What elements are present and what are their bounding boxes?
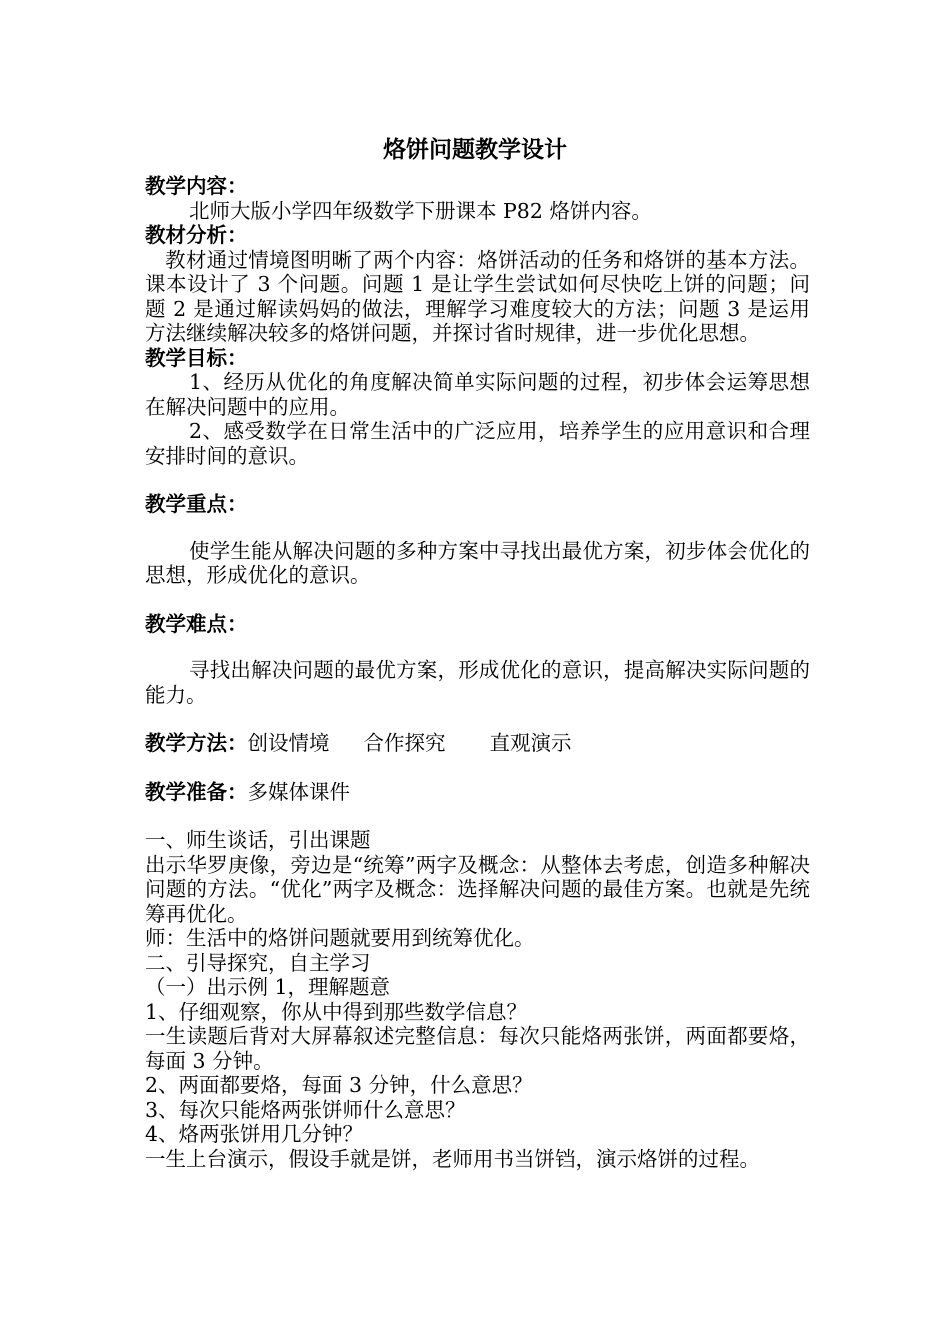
key-points-text: 使学生能从解决问题的多种方案中寻找出最优方案，初步体会优化的思想，形成优化的意识。 — [145, 538, 810, 587]
method-item: 合作探究 — [363, 731, 446, 755]
method-item: 直观演示 — [489, 731, 572, 755]
heading-goals: 教学目标： — [145, 345, 248, 370]
heading-analysis: 教材分析： — [145, 223, 248, 247]
heading-key-points: 教学重点： — [145, 492, 248, 516]
preparation-line — [145, 780, 810, 805]
analysis-text: 教材通过情境图明晰了两个内容：烙饼活动的任务和烙饼的基本方法。课本设计了 3 个问题。问题 1 是让学生尝试如何尽快吃上饼的问题；问题 2 是通过解读妈妈的做法，理解学习难度较大的方法；问题 3 是运用方法继续解决较多的烙饼问题，并探讨省时规律，进一步优化思想。 — [145, 247, 810, 345]
heading-methods: 教学方法： — [145, 731, 248, 755]
goal-item: 1、经历从优化的角度解决简单实际问题的过程，初步体会运筹思想在解决问题中的应用。 — [145, 370, 810, 419]
goal-item: 2、感受数学在日常生活中的广泛应用，培养学生的应用意识和合理安排时间的意识。 — [145, 419, 810, 468]
document-body — [145, 174, 810, 1171]
difficulties-text: 寻找出解决问题的最优方案，形成优化的意识，提高解决实际问题的能力。 — [145, 658, 810, 707]
method-item: 创设情境 — [247, 731, 330, 755]
process-line: 2、两面都要烙，每面 3 分钟，什么意思？ — [145, 1073, 533, 1097]
heading-content: 教学内容： — [145, 174, 248, 198]
process-line: 一生读题后背对大屏幕叙述完整信息：每次只能烙两张饼，两面都要烙，每面 3 分钟。 — [145, 1024, 810, 1073]
process-line: 二、引导探究，自主学习 — [145, 950, 371, 975]
process-line: 一生上台演示，假设手就是饼，老师用书当饼铛，演示烙饼的过程。 — [145, 1146, 760, 1171]
process-line: 4、烙两张饼用几分钟？ — [145, 1122, 364, 1146]
heading-preparation: 教学准备： — [145, 779, 248, 804]
heading-difficulties: 教学难点： — [145, 611, 248, 636]
methods-line — [145, 731, 810, 756]
process-line: 1、仔细观察，你从中得到那些数学信息？ — [145, 999, 528, 1024]
preparation-text: 多媒体课件 — [247, 779, 350, 804]
process-line: 一、师生谈话，引出课题 — [145, 828, 371, 852]
content-text: 北师大版小学四年级数学下册课本 P82 烙饼内容。 — [189, 198, 652, 223]
process-line: 出示华罗庚像，旁边是“统筹”两字及概念：从整体去考虑，创造多种解决问题的方法。“优化”两字及概念：选择解决问题的最佳方案。也就是先统筹再优化。 — [145, 852, 810, 926]
process-line: 3、每次只能烙两张饼师什么意思？ — [145, 1097, 466, 1122]
process-line: 师：生活中的烙饼问题就要用到统筹优化。 — [145, 926, 535, 950]
document-title: 烙饼问题教学设计 — [383, 136, 567, 163]
process-line: （一）出示例 1，理解题意 — [145, 975, 391, 999]
